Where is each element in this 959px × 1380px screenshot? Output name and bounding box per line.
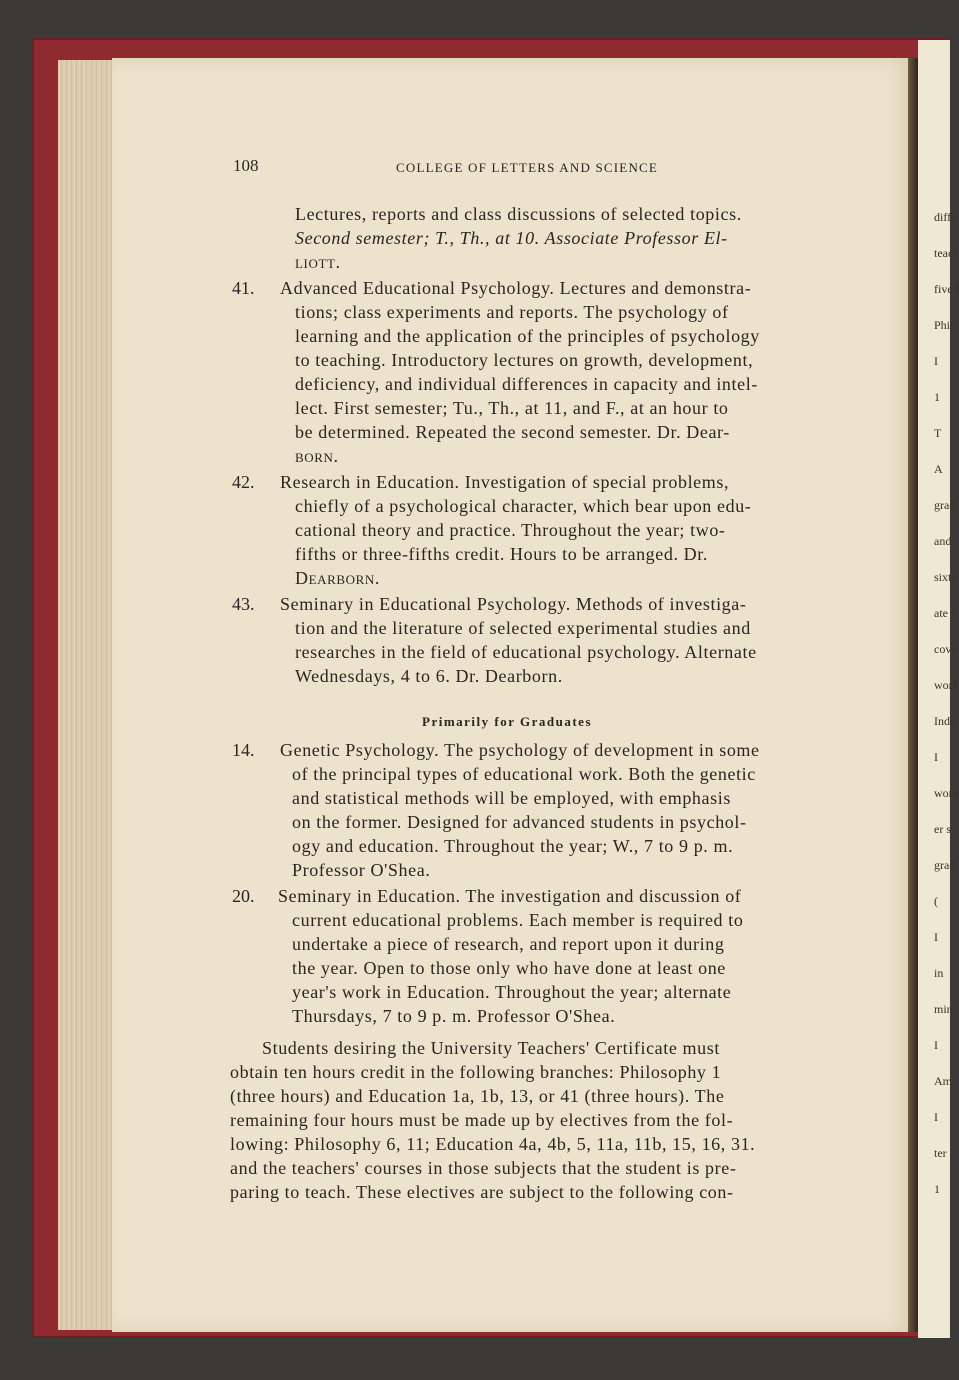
facing-page-text: I [934, 354, 938, 368]
facing-page-text: work [934, 786, 959, 800]
text-line: Second semester; T., Th., at 10. Associate Professor El- [295, 228, 728, 248]
facing-page-text: and [934, 534, 952, 548]
text-line: tions; class experiments and reports. The psychology of [295, 302, 729, 322]
facing-page-text: cove [934, 642, 957, 656]
facing-page-text: diffe [934, 210, 957, 224]
facing-page-text: Inde [934, 714, 956, 728]
text-line: ogy and education. Throughout the year; W., 7 to 9 p. m. [292, 836, 734, 856]
text-line: on the former. Designed for advanced students in psychol- [292, 812, 747, 832]
text-line: chiefly of a psychological character, which bear upon edu- [295, 496, 752, 516]
facing-page-text: I [934, 930, 938, 944]
facing-page-text: T [934, 426, 942, 440]
text-line: born. [295, 446, 339, 466]
text-line: Wednesdays, 4 to 6. Dr. Dearborn. [295, 666, 563, 686]
facing-page-text: sixte [934, 570, 957, 584]
text-line: current educational problems. Each member is required to [292, 910, 744, 930]
text-line: (three hours) and Education 1a, 1b, 13, or 41 (three hours). The [230, 1086, 725, 1106]
facing-page-text: grad [934, 858, 956, 872]
facing-page-text: ( [934, 894, 938, 908]
text-line: liott. [295, 252, 341, 272]
text-line: Dearborn. [295, 568, 381, 588]
facing-page-text: five l [934, 282, 959, 296]
text-line: cational theory and practice. Throughout the year; two- [295, 520, 726, 540]
facing-page-text: I [934, 1110, 938, 1124]
course-number: 41. [232, 278, 255, 298]
text-line: undertake a piece of research, and report upon it during [292, 934, 725, 954]
facing-page-text: teacl [934, 246, 957, 260]
text-line: deficiency, and individual differences in capacity and intel- [295, 374, 758, 394]
text-line: paring to teach. These electives are subject to the following con- [230, 1182, 734, 1202]
text-line: Professor O'Shea. [292, 860, 431, 880]
text-line: Thursdays, 7 to 9 p. m. Professor O'Shea. [292, 1006, 616, 1026]
facing-page-text: in [934, 966, 944, 980]
text-line: and the teachers' courses in those subjects that the student is pre- [230, 1158, 737, 1178]
text-line: lect. First semester; Tu., Th., at 11, and F., at an hour to [295, 398, 729, 418]
text-line: to teaching. Introductory lectures on growth, development, [295, 350, 754, 370]
text-line: Students desiring the University Teachers' Certificate must [262, 1038, 720, 1058]
facing-page-text: A [934, 462, 943, 476]
page-number: 108 [233, 156, 259, 175]
text-line: fifths or three-fifths credit. Hours to be arranged. Dr. [295, 544, 708, 564]
text-line: and statistical methods will be employed, with emphasis [292, 788, 731, 808]
text-line: Seminary in Education. The investigation and discussion of [278, 886, 742, 906]
facing-page-text: I [934, 750, 938, 764]
text-line: Lectures, reports and class discussions of selected topics. [295, 204, 742, 224]
text-line: Genetic Psychology. The psychology of development in some [280, 740, 760, 760]
text-line: Research in Education. Investigation of special problems, [280, 472, 730, 492]
course-number: 14. [232, 740, 255, 760]
text-line: obtain ten hours credit in the following branches: Philosophy 1 [230, 1062, 722, 1082]
text-line: lowing: Philosophy 6, 11; Education 4a, 4b, 5, 11a, 11b, 15, 16, 31. [230, 1134, 756, 1154]
text-line: remaining four hours must be made up by electives from the fol- [230, 1110, 734, 1130]
text-line: the year. Open to those only who have done at least one [292, 958, 726, 978]
facing-page-text: Am [934, 1074, 952, 1088]
facing-page-text: work [934, 678, 959, 692]
running-head: COLLEGE OF LETTERS AND SCIENCE [396, 160, 659, 175]
facing-page-text: grad [934, 498, 956, 512]
facing-page-text: ate s [934, 606, 956, 620]
facing-page-text: ter [934, 1146, 947, 1160]
text-line: Seminary in Educational Psychology. Methods of investiga- [280, 594, 747, 614]
text-line: year's work in Education. Throughout the year; alternate [292, 982, 732, 1002]
text-line: Advanced Educational Psychology. Lectures and demonstra- [280, 278, 752, 298]
course-number: 20. [232, 886, 255, 906]
text-line: researches in the field of educational psychology. Alternate [295, 642, 757, 662]
facing-page-text: I [934, 1038, 938, 1052]
text-line: be determined. Repeated the second semester. Dr. Dear- [295, 422, 730, 442]
course-number: 42. [232, 472, 255, 492]
course-number: 43. [232, 594, 255, 614]
facing-page-text: 1 [934, 390, 940, 404]
text-line: of the principal types of educational work. Both the genetic [292, 764, 756, 784]
facing-page-text: min [934, 1002, 953, 1016]
facing-page-text: 1 [934, 1182, 940, 1196]
facing-page-text: er s [934, 822, 951, 836]
text-line: tion and the literature of selected experimental studies and [295, 618, 751, 638]
facing-page-text: Phil [934, 318, 954, 332]
text-line: learning and the application of the principles of psychology [295, 326, 760, 346]
section-heading: Primarily for Graduates [422, 714, 593, 729]
